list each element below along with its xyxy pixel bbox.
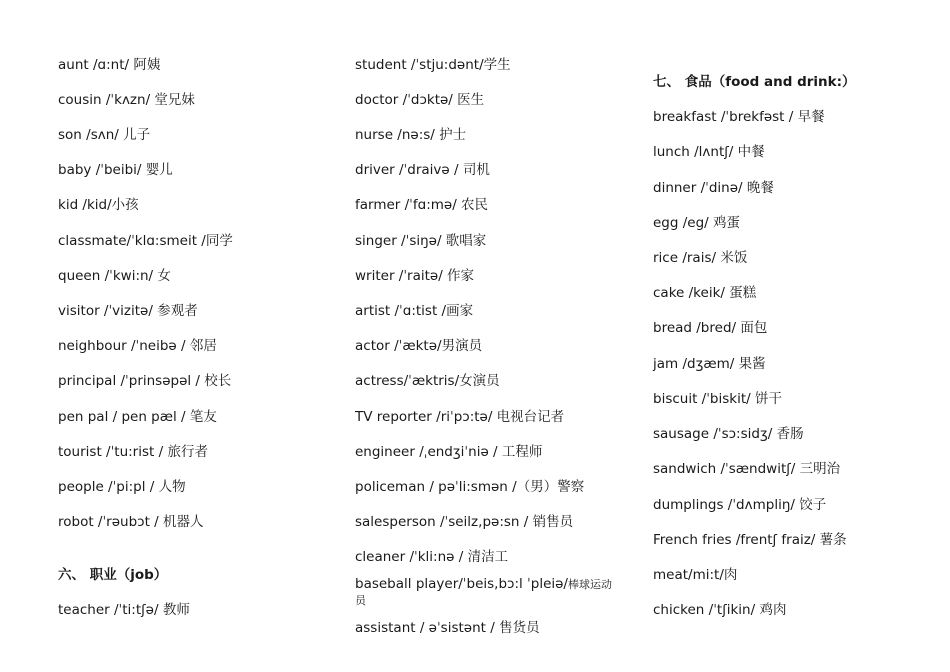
vocab-entry: meat/mi:t/肉 xyxy=(653,567,738,583)
vocab-entry: egg /eg/ 鸡蛋 xyxy=(653,215,740,231)
vocab-entry: lunch /lʌntʃ/ 中餐 xyxy=(653,144,765,160)
baseball-main-text: baseball player/ˈbeis,bɔ:l ˈpleiə/ xyxy=(355,576,568,592)
vocab-entry: biscuit /ˈbiskit/ 饼干 xyxy=(653,391,782,407)
vocab-entry: student /ˈstju:dənt/学生 xyxy=(355,57,511,73)
vocab-entry: rice /rais/ 米饭 xyxy=(653,250,748,266)
vocab-entry: breakfast /ˈbrekfəst / 早餐 xyxy=(653,109,825,125)
vocab-entry: assistant / əˈsistənt / 售货员 xyxy=(355,620,540,636)
vocab-entry: dumplings /ˈdʌmpliŋ/ 饺子 xyxy=(653,497,827,513)
vocab-entry: son /sʌn/ 儿子 xyxy=(58,127,151,143)
vocab-entry: artist /ˈɑ:tist /画家 xyxy=(355,303,474,319)
vocab-entry: policeman / pəˈli:smən /（男）警察 xyxy=(355,479,585,495)
section-heading-job: 六、 职业（job） xyxy=(58,567,168,583)
vocab-entry: tourist /ˈtu:rist / 旅行者 xyxy=(58,444,208,460)
vocab-entry: salesperson /ˈseilz,pə:sn / 销售员 xyxy=(355,514,574,530)
vocab-entry: driver /ˈdraivə / 司机 xyxy=(355,162,490,178)
vocab-entry: cousin /ˈkʌzn/ 堂兄妹 xyxy=(58,92,195,108)
vocab-entry: engineer /ˌendʒiˈniə / 工程师 xyxy=(355,444,543,460)
vocab-entry: baby /ˈbeibi/ 婴儿 xyxy=(58,162,173,178)
vocab-entry: nurse /nə:s/ 护士 xyxy=(355,127,467,143)
vocab-entry-baseball xyxy=(355,576,612,593)
vocab-entry: sausage /ˈsɔ:sidʒ/ 香肠 xyxy=(653,426,804,442)
vocab-entry: chicken /ˈtʃikin/ 鸡肉 xyxy=(653,602,787,618)
vocab-entry: people /ˈpi:pl / 人物 xyxy=(58,479,186,495)
vocab-entry: pen pal / pen pæl / 笔友 xyxy=(58,409,217,425)
vocab-entry: sandwich /ˈsændwitʃ/ 三明治 xyxy=(653,461,841,477)
baseball-small-text: 棒球运动 xyxy=(567,578,612,591)
vocab-entry: classmate/ˈklɑ:smeit /同学 xyxy=(58,233,233,249)
vocab-entry: farmer /ˈfɑ:mə/ 农民 xyxy=(355,197,489,213)
vocab-entry: neighbour /ˈneibə / 邻居 xyxy=(58,338,217,354)
vocab-entry: cleaner /ˈkli:nə / 清洁工 xyxy=(355,549,509,565)
vocab-entry: French fries /frentʃ fraiz/ 薯条 xyxy=(653,532,847,548)
vocab-entry: visitor /ˈvizitə/ 参观者 xyxy=(58,303,198,319)
vocab-entry: actor /ˈæktə/男演员 xyxy=(355,338,483,354)
vocab-entry: writer /ˈraitə/ 作家 xyxy=(355,268,475,284)
vocab-entry: actress/ˈæktris/女演员 xyxy=(355,373,500,389)
section-heading-food: 七、 食品（food and drink:） xyxy=(653,74,856,90)
vocab-entry: queen /ˈkwi:n/ 女 xyxy=(58,268,171,284)
vocab-entry: singer /ˈsiŋə/ 歌唱家 xyxy=(355,233,487,249)
vocab-entry: doctor /ˈdɔktə/ 医生 xyxy=(355,92,485,108)
vocab-entry: principal /ˈprinsəpəl / 校长 xyxy=(58,373,232,389)
vocab-entry: dinner /ˈdinə/ 晚餐 xyxy=(653,180,774,196)
vocab-entry: bread /bred/ 面包 xyxy=(653,320,768,336)
vocab-entry: teacher /ˈti:tʃə/ 教师 xyxy=(58,602,190,618)
vocab-entry: kid /kid/小孩 xyxy=(58,197,139,213)
baseball-wrap-text: 员 xyxy=(355,594,366,607)
vocab-entry: jam /dʒæm/ 果酱 xyxy=(653,356,766,372)
vocab-entry: aunt /ɑ:nt/ 阿姨 xyxy=(58,57,161,73)
vocab-entry: cake /keik/ 蛋糕 xyxy=(653,285,757,301)
vocab-entry: robot /ˈrəubɔt / 机器人 xyxy=(58,514,204,530)
vocab-entry: TV reporter /riˈpɔ:tə/ 电视台记者 xyxy=(355,409,565,425)
